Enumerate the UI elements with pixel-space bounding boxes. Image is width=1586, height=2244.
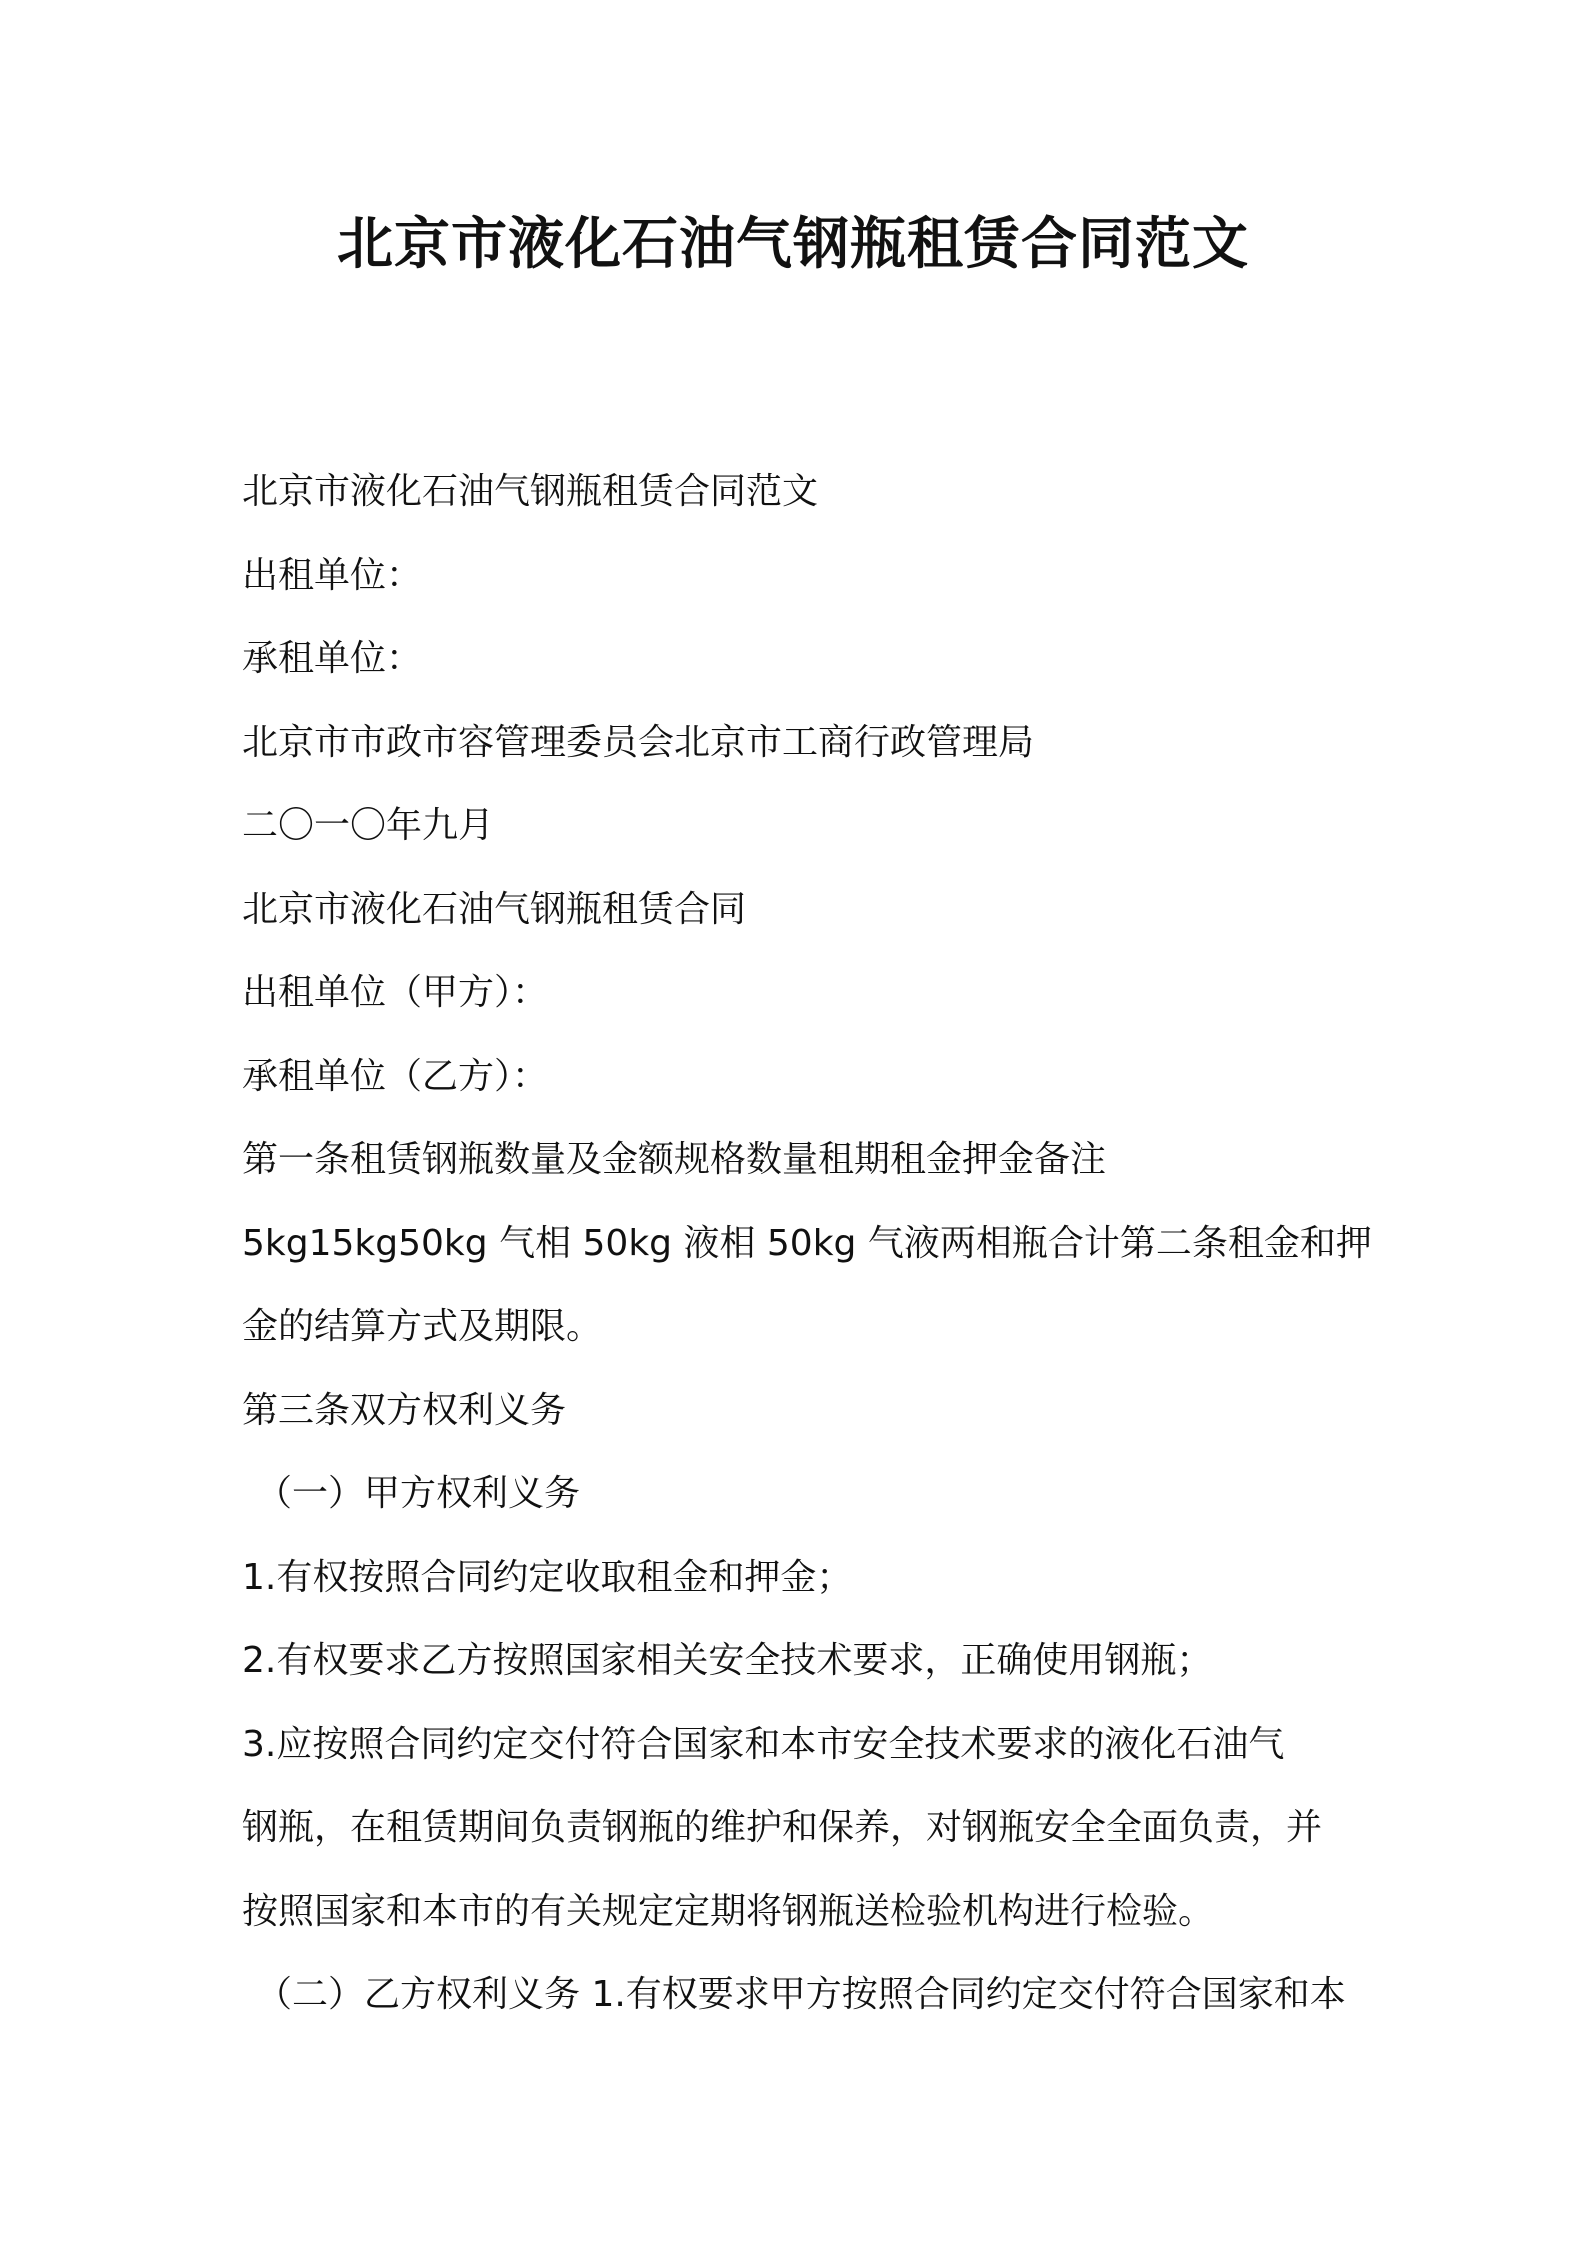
- body-line-item-3: 3.应按照合同约定交付符合国家和本市安全技术要求的液化石油气: [242, 1723, 1285, 1765]
- body-line-lessor: 出租单位：: [242, 554, 423, 596]
- body-line-specs: 5kg15kg50kg 气相 50kg 液相 50kg 气液两相瓶合计第二条租金和押: [242, 1222, 1372, 1264]
- body-line-lessee: 承租单位：: [242, 638, 423, 679]
- document-body: [242, 450, 1372, 2037]
- body-line-section-2: （二）乙方权利义务 1.有权要求甲方按照合同约定交付符合国家和本: [256, 1974, 1346, 2015]
- body-line-item-3-cont-2: 按照国家和本市的有关规定定期将钢瓶送检验机构进行检验。: [242, 1890, 1215, 1932]
- body-line-item-2: 2.有权要求乙方按照国家相关安全技术要求，正确使用钢瓶；: [242, 1640, 1213, 1681]
- body-line-date: 二〇一〇年九月: [242, 805, 495, 846]
- body-line-party-a: 出租单位（甲方）：: [242, 972, 549, 1013]
- body-line-item-1: 1.有权按照合同约定收取租金和押金；: [242, 1556, 853, 1598]
- body-line-article-1: 第一条租赁钢瓶数量及金额规格数量租期租金押金备注: [242, 1139, 1107, 1180]
- body-line-settlement: 金的结算方式及期限。: [242, 1306, 603, 1347]
- body-line-contract-name: 北京市液化石油气钢瓶租赁合同: [242, 888, 747, 930]
- body-line-issuers: 北京市市政市容管理委员会北京市工商行政管理局: [242, 721, 1035, 763]
- body-line-section-1: （一）甲方权利义务: [256, 1473, 581, 1514]
- document-title: 北京市液化石油气钢瓶租赁合同范文: [337, 212, 1249, 277]
- body-line-article-3: 第三条双方权利义务: [242, 1389, 567, 1431]
- body-line-heading: 北京市液化石油气钢瓶租赁合同范文: [242, 471, 819, 512]
- body-line-party-b: 承租单位（乙方）：: [242, 1055, 549, 1097]
- body-line-item-3-cont-1: 钢瓶，在租赁期间负责钢瓶的维护和保养，对钢瓶安全全面负责，并: [242, 1807, 1323, 1848]
